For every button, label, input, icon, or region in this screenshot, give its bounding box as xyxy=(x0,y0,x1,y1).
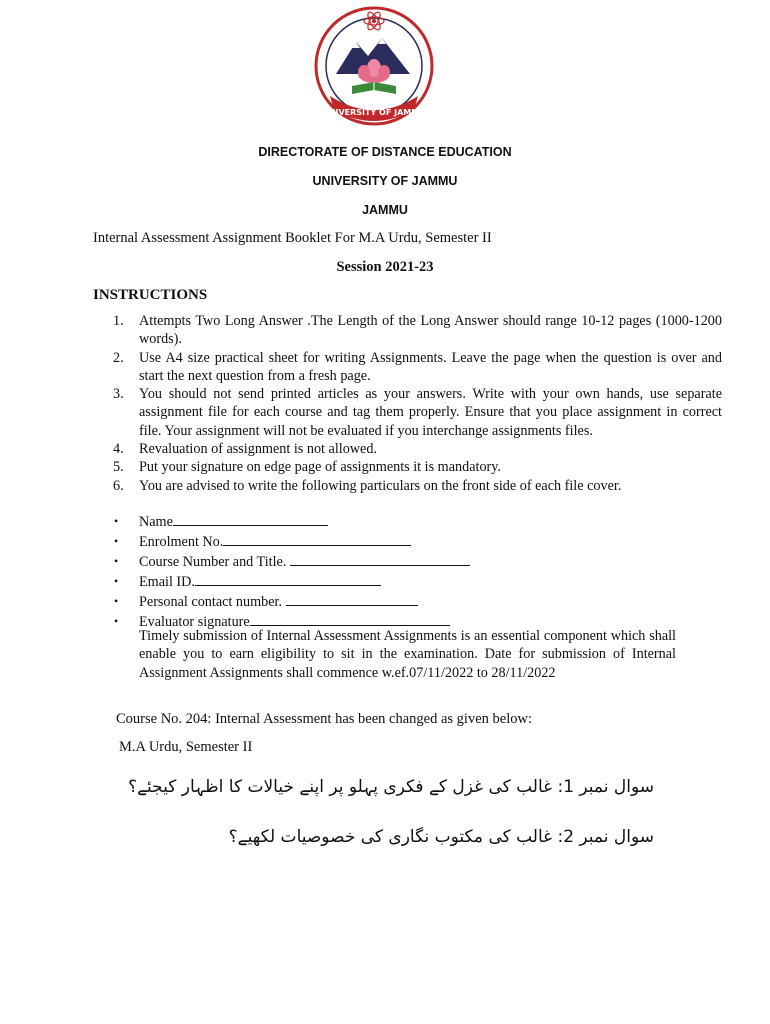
seal-banner-text: UNIVERSITY OF JAMMU xyxy=(322,108,426,117)
bullet-icon: • xyxy=(114,534,119,548)
question-2: سوال نمبر 2: غالب کی مکتوب نگاری کی خصوصیات لکھیے؟ xyxy=(228,827,654,847)
particulars-list xyxy=(93,512,722,632)
header-city: JAMMU xyxy=(362,203,408,217)
bullet-icon: • xyxy=(114,614,119,628)
question-1: سوال نمبر 1: غالب کی غزل کے فکری پہلو پر اپنے خیالات کا اظہار کیجئے؟ xyxy=(128,777,654,797)
blank-line xyxy=(223,532,411,546)
booklet-title: Internal Assessment Assignment Booklet For M.A Urdu, Semester II xyxy=(93,230,492,246)
particular-evaluator: • Evaluator signature xyxy=(139,612,722,632)
bullet-icon: • xyxy=(114,594,119,608)
blank-line xyxy=(250,612,450,626)
instruction-number: 3. xyxy=(113,386,124,403)
bullet-icon: • xyxy=(114,514,119,528)
instruction-item xyxy=(113,349,722,386)
blank-line xyxy=(195,572,381,586)
blank-line xyxy=(173,512,328,526)
particular-contact: • Personal contact number. xyxy=(139,592,722,612)
instruction-text: You should not send printed articles as your answers. Write with your own hands, use separate assignment file for each course and tag them properly. Ensure that you place assignment in correct file. Your assignment will not be evaluated if you interchange assignments files. xyxy=(139,386,722,439)
bullet-icon: • xyxy=(114,574,119,588)
instructions-heading: INSTRUCTIONS xyxy=(93,287,208,303)
instruction-text: Revaluation of assignment is not allowed. xyxy=(139,441,377,458)
particular-email: • Email ID. xyxy=(139,572,722,592)
blank-line xyxy=(290,552,470,566)
instruction-text: You are advised to write the following particulars on the front side of each file cover. xyxy=(139,477,622,494)
particular-name: • Name xyxy=(139,512,722,532)
instruction-item xyxy=(113,477,722,495)
instruction-number: 4. xyxy=(113,441,124,458)
instruction-text: Attempts Two Long Answer .The Length of the Long Answer should range 10-12 pages (1000-1200 words). xyxy=(139,313,722,348)
submission-note: Timely submission of Internal Assessment Assignments is an essential component which shall enable you to earn eligibility to sit in the examination. Date for submission of Internal Assignment Assignments shall commence w.ef.07/11/2022 to 28/11/2022 xyxy=(139,628,676,681)
instruction-item xyxy=(113,440,722,458)
bullet-icon: • xyxy=(114,554,119,568)
course-note: Course No. 204: Internal Assessment has been changed as given below: xyxy=(116,711,532,727)
header-university: UNIVERSITY OF JAMMU xyxy=(312,174,458,188)
instruction-number: 2. xyxy=(113,349,124,366)
instruction-text: Put your signature on edge page of assignments it is mandatory. xyxy=(139,459,501,476)
instruction-number: 6. xyxy=(113,477,124,494)
instruction-number: 1. xyxy=(113,313,124,329)
instruction-item xyxy=(113,312,722,349)
seal-emblem-icon xyxy=(312,4,436,128)
program-label: M.A Urdu, Semester II xyxy=(119,739,253,755)
instruction-item xyxy=(113,458,722,476)
particular-course: • Course Number and Title. xyxy=(139,552,722,572)
blank-line xyxy=(286,592,418,606)
instructions-list xyxy=(93,312,722,495)
instruction-item xyxy=(113,385,722,440)
university-seal-logo xyxy=(312,4,436,128)
header-directorate: DIRECTORATE OF DISTANCE EDUCATION xyxy=(258,145,512,159)
session-label: Session 2021-23 xyxy=(336,259,434,275)
particular-enrolment: • Enrolment No. xyxy=(139,532,722,552)
instruction-text: Use A4 size practical sheet for writing Assignments. Leave the page when the question is over and start the next question from a fresh page. xyxy=(139,349,722,384)
instruction-number: 5. xyxy=(113,459,124,476)
